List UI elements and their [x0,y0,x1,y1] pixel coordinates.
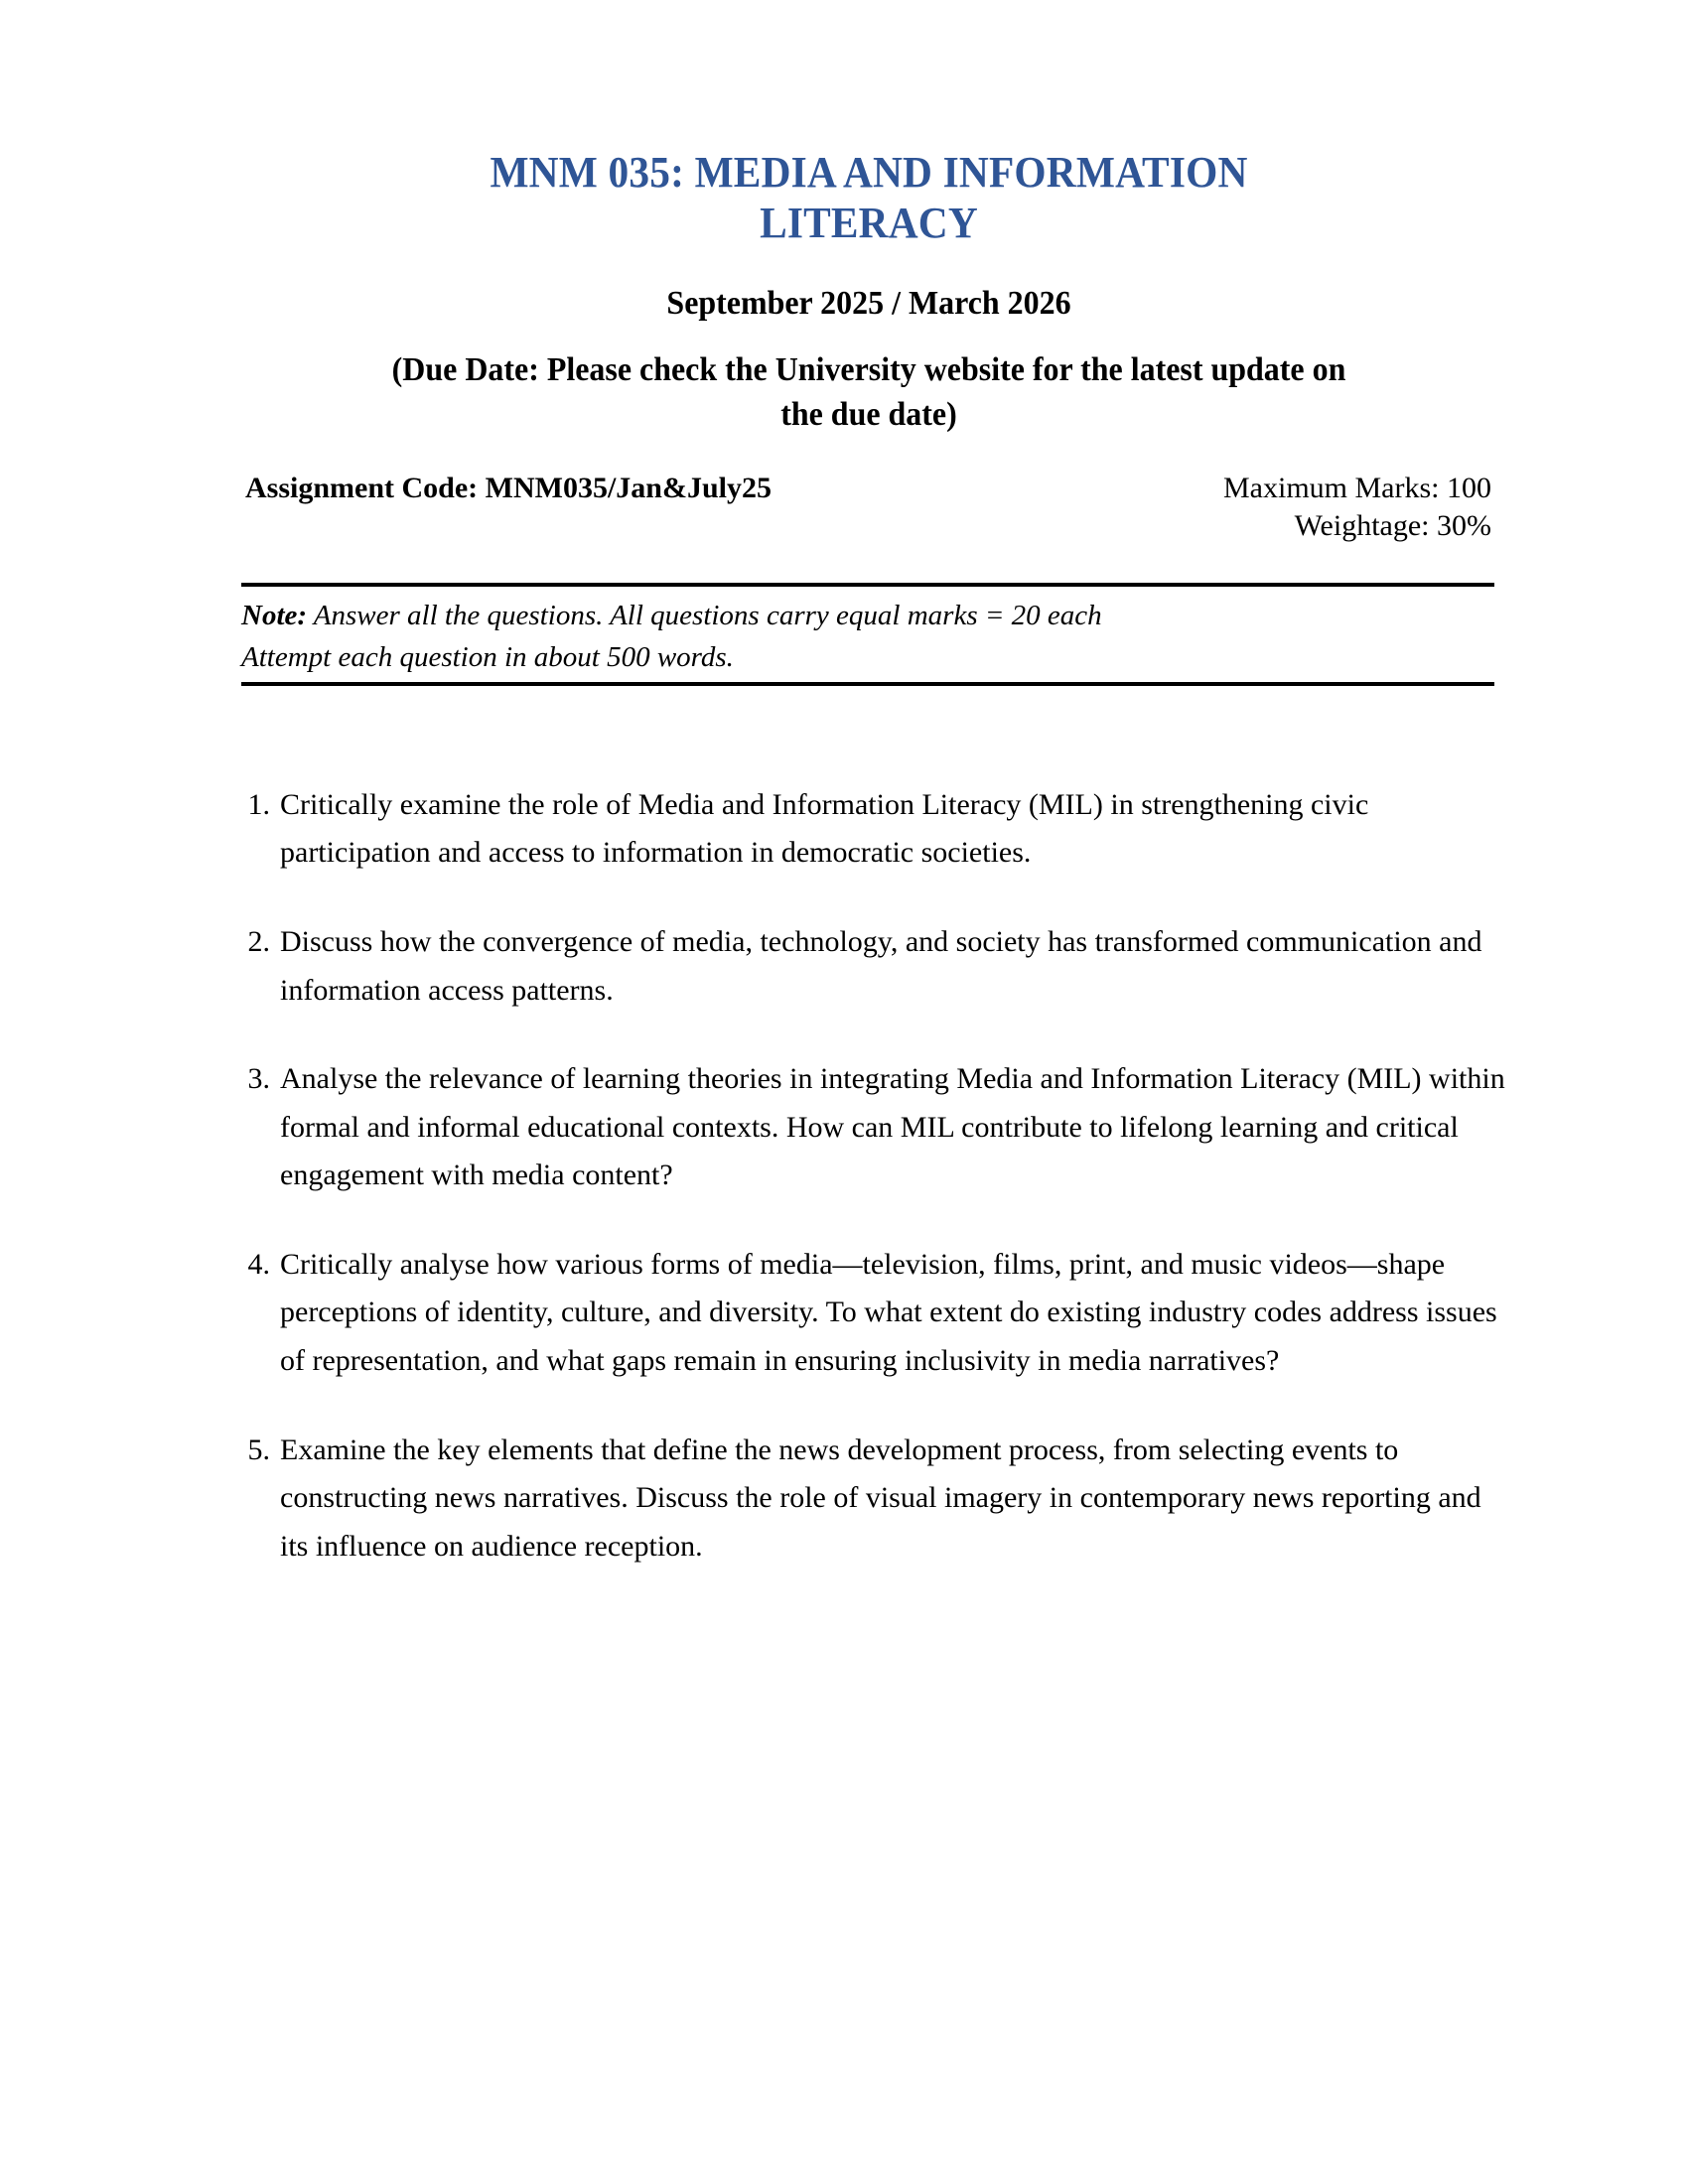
note-box [241,583,1494,685]
due-date-heading [267,325,1472,438]
question-text: Analyse the relevance of learning theories in integrating Media and Information Literacy (MIL) within formal and informal educational contexts. How can MIL contribute to lifelong learning and critical engagement with media content? [280,1062,1505,1192]
assignment-meta-row [228,438,1509,546]
due-date-line-2: the due date) [780,395,957,433]
note-line-1 [241,596,1494,636]
question-item [228,1427,1509,1571]
question-number: 3. [247,1062,270,1096]
marks-block [1223,470,1491,546]
question-item [228,1241,1509,1386]
page-title-line-1: MNM 035: MEDIA AND INFORMATION [490,148,1248,197]
page-title-line-2: LITERACY [760,199,978,248]
question-number: 4. [247,1247,270,1281]
question-number: 1. [247,787,270,821]
question-item [228,918,1509,1015]
weightage: Weightage: 30% [1294,509,1491,542]
question-text: Discuss how the convergence of media, technology, and society has transformed communication and information access patterns. [280,924,1482,1007]
question-number: 5. [247,1433,270,1466]
page-title [267,0,1472,248]
session-heading: September 2025 / March 2026 [666,285,1071,323]
question-list [228,686,1509,1571]
note-line-2: Attempt each question in about 500 words. [241,640,734,673]
note-label: Note: [241,600,308,632]
question-number: 2. [247,924,270,958]
question-item [228,1055,1509,1200]
maximum-marks: Maximum Marks: 100 [1223,471,1491,504]
question-text: Critically analyse how various forms of media—television, films, print, and music videos—shape perceptions of identity, culture, and diversity. To what extent do existing industry codes address issues of representation, and what gaps remain in ensuring inclusivity in media narratives? [280,1247,1497,1378]
question-text: Critically examine the role of Media and Information Literacy (MIL) in strengthening civic participation and access to information in democratic societies. [280,787,1369,870]
note-line-1-text: Answer all the questions. All questions carry equal marks = 20 each [307,600,1102,632]
question-text: Examine the key elements that define the news development process, from selecting events to constructing news narratives. Discuss the role of visual imagery in contemporary news reporting and its influence on audience reception. [280,1433,1481,1563]
document-content [228,0,1509,1570]
question-item [228,781,1509,878]
assignment-code: Assignment Code: MNM035/Jan&July25 [245,471,772,504]
due-date-line-1: (Due Date: Please check the University website for the latest update on [391,350,1346,388]
